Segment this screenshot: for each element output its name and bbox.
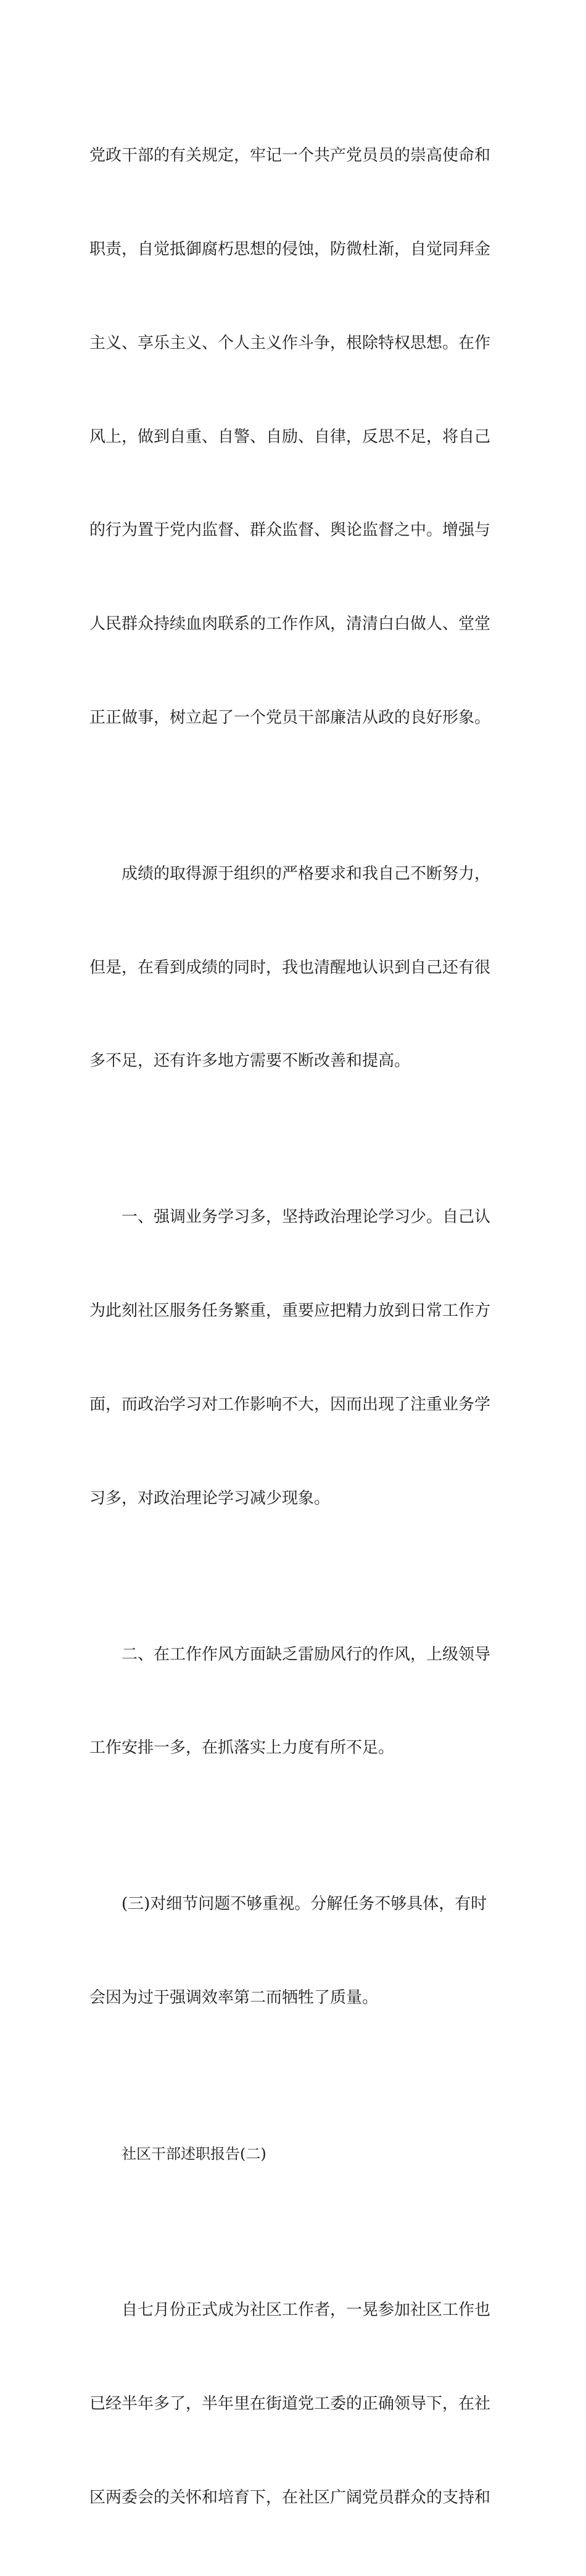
text-line: 自七月份正式成为社区工作者，一晃参加社区工作也 <box>122 2301 491 2320</box>
text-line: 一、强调业务学习多，坚持政治理论学习少。自己认 <box>122 1208 491 1227</box>
text-line: 会因为过于强调效率第二而牺牲了质量。 <box>89 1988 379 2008</box>
paragraph-conduct <box>89 78 497 796</box>
section-heading <box>89 2076 497 2232</box>
paragraph-shortcoming-2 <box>89 1577 497 1827</box>
paragraph-shortcoming-1 <box>89 1139 497 1576</box>
paragraph-report-intro <box>89 2232 497 2576</box>
text-line: 主义、享乐主义、个人主义作斗争，根除特权思想。在作 <box>89 333 491 352</box>
text-line: 面，而政治学习对工作影响不大，因而出现了注重业务学 <box>89 1395 491 1414</box>
text-line: 正正做事，树立起了一个党员干部廉洁从政的良好形象。 <box>89 708 491 727</box>
text-line: 风上，做到自重、自警、自励、自律，反思不足，将自己 <box>89 427 491 446</box>
text-line: 已经半年多了，半年里在街道党工委的正确领导下，在社 <box>89 2394 491 2413</box>
document-body <box>89 78 497 2576</box>
text-line: 人民群众持续血肉联系的工作作风，清清白白做人、堂堂 <box>89 615 491 634</box>
text-line: (三)对细节问题不够重视。分解任务不够具体，有时 <box>122 1895 487 1914</box>
paragraph-shortcoming-3 <box>89 1826 497 2076</box>
text-line: 区两委会的关怀和培育下，在社区广阔党员群众的支持和 <box>89 2488 491 2507</box>
text-line: 但是，在看到成绩的同时，我也清醒地认识到自己还有很 <box>89 958 491 977</box>
text-line: 职责，自觉抵御腐朽思想的侵蚀，防微杜渐，自觉同拜金 <box>89 239 491 259</box>
text-line: 习多，对政治理论学习减少现象。 <box>89 1489 331 1508</box>
paragraph-achievements <box>89 796 497 1140</box>
text-line: 工作安排一多，在抓落实上力度有所不足。 <box>89 1739 395 1758</box>
text-line: 为此刻社区服务任务繁重，重要应把精力放到日常工作方 <box>89 1302 491 1321</box>
text-line: 多不足，还有许多地方需要不断改善和提高。 <box>89 1052 411 1071</box>
text-line: 的行为置于党内监督、群众监督、舆论监督之中。增强与 <box>89 521 491 540</box>
text-line: 二、在工作作风方面缺乏雷励风行的作风，上级领导 <box>122 1645 491 1664</box>
text-line: 党政干部的有关规定，牢记一个共产党员员的崇高使命和 <box>89 146 491 165</box>
heading-line: 社区干部述职报告(二) <box>122 2145 266 2163</box>
text-line: 成绩的取得源于组织的严格要求和我自己不断努力， <box>122 864 491 883</box>
